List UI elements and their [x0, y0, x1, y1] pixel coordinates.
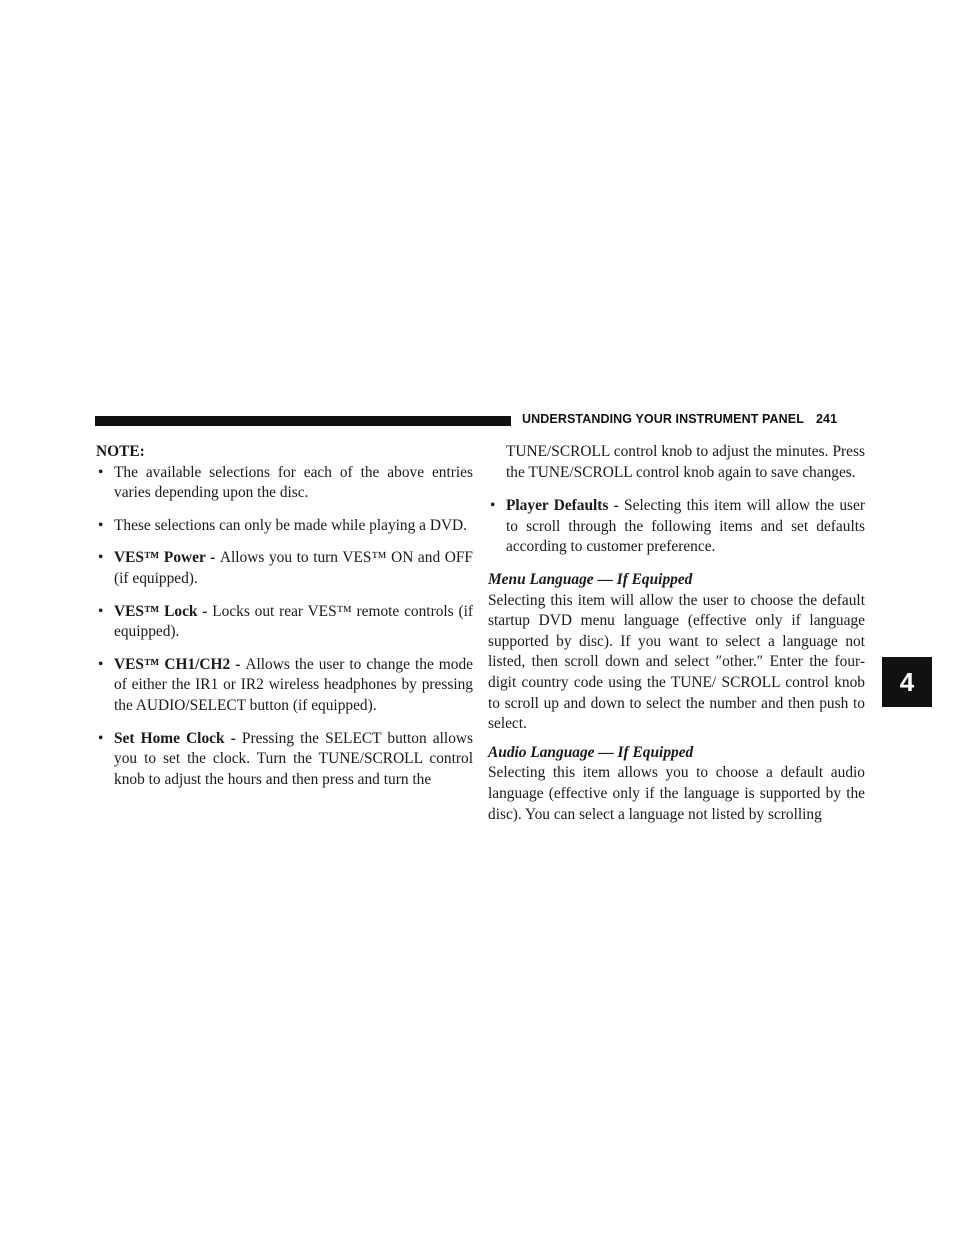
list-item-term: VES™ Power - — [114, 549, 220, 567]
audio-language-body: Selecting this item allows you to choose a default audio language (effective only if the language is supported by the disc). You can select a language not listed by scrolling — [488, 764, 865, 823]
right-column — [488, 442, 865, 833]
list-item-term: Set Home Clock - — [114, 729, 242, 747]
list-item-term: VES™ Lock - — [114, 602, 213, 620]
list-item: • VES™ Lock - Locks out rear VES™ remote controls (if equipped). — [96, 602, 473, 643]
header-rule — [95, 416, 511, 426]
list-item: • VES™ CH1/CH2 - Allows the user to change the mode of either the IR1 or IR2 wireless headphones by pressing the AUDIO/SELECT button (if equipped). — [96, 655, 473, 717]
section-title: UNDERSTANDING YOUR INSTRUMENT PANEL — [522, 412, 804, 426]
list-item-term: Player Defaults - — [506, 497, 625, 515]
menu-language-body: Selecting this item will allow the user to choose the default startup DVD menu language (effective only if language supported by disc). If you want to select a language not listed, then scroll down and select ″other.″ Enter the four-digit country code using the TUNE/ SCROLL control knob to scroll up and down to select the number and then push to select. — [488, 591, 865, 733]
continued-paragraph: TUNE/SCROLL control knob to adjust the minutes. Press the TUNE/SCROLL control knob again to save changes. — [506, 443, 865, 481]
audio-language-heading: Audio Language — If Equipped — [488, 743, 694, 761]
page-number: 241 — [815, 412, 838, 426]
list-item: • The available selections for each of the above entries varies depending upon the disc. — [96, 463, 473, 504]
note-label: NOTE: — [96, 443, 145, 460]
note-bullet-list — [96, 463, 473, 791]
list-item: • VES™ Power - Allows you to turn VES™ ON and OFF (if equipped). — [96, 548, 473, 589]
menu-language-heading: Menu Language — If Equipped — [488, 570, 693, 588]
chapter-tab: 4 — [882, 657, 932, 707]
list-item-term: VES™ CH1/CH2 - — [114, 655, 246, 673]
list-item: • Player Defaults - Selecting this item will allow the user to scroll through the following items and set defaults according to customer preference. — [488, 496, 865, 558]
list-item: • Set Home Clock - Pressing the SELECT button allows you to set the clock. Turn the TUNE/SCROLL control knob to adjust the hours and then press and turn the — [96, 729, 473, 791]
list-item: • These selections can only be made while playing a DVD. — [96, 516, 473, 537]
running-header — [522, 412, 837, 426]
player-defaults-list — [488, 496, 865, 558]
left-column — [96, 442, 473, 802]
